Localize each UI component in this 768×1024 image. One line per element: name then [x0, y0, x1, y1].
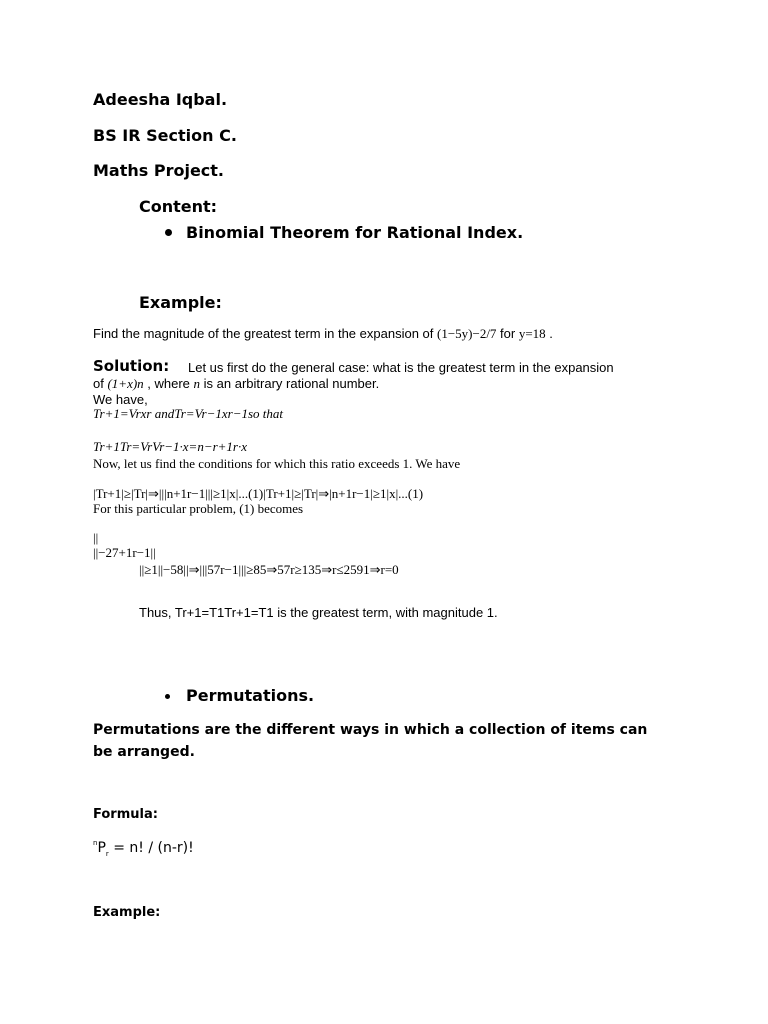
permutation-formula — [93, 840, 194, 858]
intro-expression: (1+x)n — [107, 376, 144, 391]
formula-r: r — [105, 849, 109, 858]
solution-intro-line2 — [93, 376, 379, 392]
formula-heading: Formula: — [93, 807, 158, 822]
intro-prefix: of — [93, 376, 108, 391]
intro-mid: , where — [143, 376, 194, 391]
formula-terms: Tr+1=Vrxr andTr=Vr−1xr−1so that — [93, 406, 284, 421]
we-have-text: We have, — [93, 392, 148, 407]
project-title: Maths Project. — [93, 161, 225, 180]
bullet-dot-icon — [165, 229, 172, 236]
content-heading: Content: — [139, 197, 218, 216]
problem-condition: y=18 — [518, 326, 546, 341]
topic-binomial: Binomial Theorem for Rational Index. — [186, 223, 524, 242]
formula-p: P — [97, 840, 106, 856]
formula-ratio: Tr+1Tr=VrVr−1·x=n−r+1r·x — [93, 439, 248, 454]
intro-end: is an arbitrary rational number. — [200, 376, 380, 391]
permutation-example-heading: Example: — [93, 905, 161, 920]
section-line: BS IR Section C. — [93, 126, 237, 145]
ratio-condition-text: Now, let us find the conditions for which this ratio exceeds 1. We have — [93, 456, 461, 471]
solution-label: Solution: — [93, 357, 170, 375]
problem-for: for — [496, 326, 519, 341]
author-name: Adeesha Iqbal. — [93, 90, 228, 109]
problem-prefix: Find the magnitude of the greatest term in the expansion of — [93, 326, 437, 341]
particular-problem-text: For this particular problem, (1) becomes — [93, 501, 304, 516]
permutations-definition: Permutations are the different ways in which a collection of items can be arranged. — [93, 722, 648, 760]
intro-n: n — [193, 376, 201, 391]
bullet-dot-icon — [165, 694, 170, 699]
topic-permutations: Permutations. — [186, 686, 315, 705]
formula-n: n — [93, 839, 98, 847]
inequality-line-a: ||−27+1r−1|| — [93, 545, 156, 560]
inequality-line-b: ||≥1||−58||⇒|||57r−1|||≥85⇒57r≥135⇒r≤2591⇒r=0 — [139, 562, 399, 577]
bars-line: || — [93, 530, 99, 545]
example-heading: Example: — [139, 293, 222, 312]
solution-intro-line1: Let us first do the general case: what is the greatest term in the expansion — [188, 360, 614, 375]
conclusion-text: Thus, Tr+1=T1Tr+1=T1 is the greatest term, with magnitude 1. — [139, 605, 498, 620]
problem-expression: (1−5y)−2/7 — [437, 326, 497, 341]
problem-end: . — [545, 326, 553, 341]
formula-rest: = n! / (n-r)! — [108, 840, 194, 856]
inequality-line: |Tr+1|≥|Tr|⇒|||n+1r−1|||≥1|x|...(1)|Tr+1|≥|Tr|⇒|n+1r−1|≥1|x|...(1) — [93, 486, 424, 501]
example-problem — [93, 326, 553, 342]
